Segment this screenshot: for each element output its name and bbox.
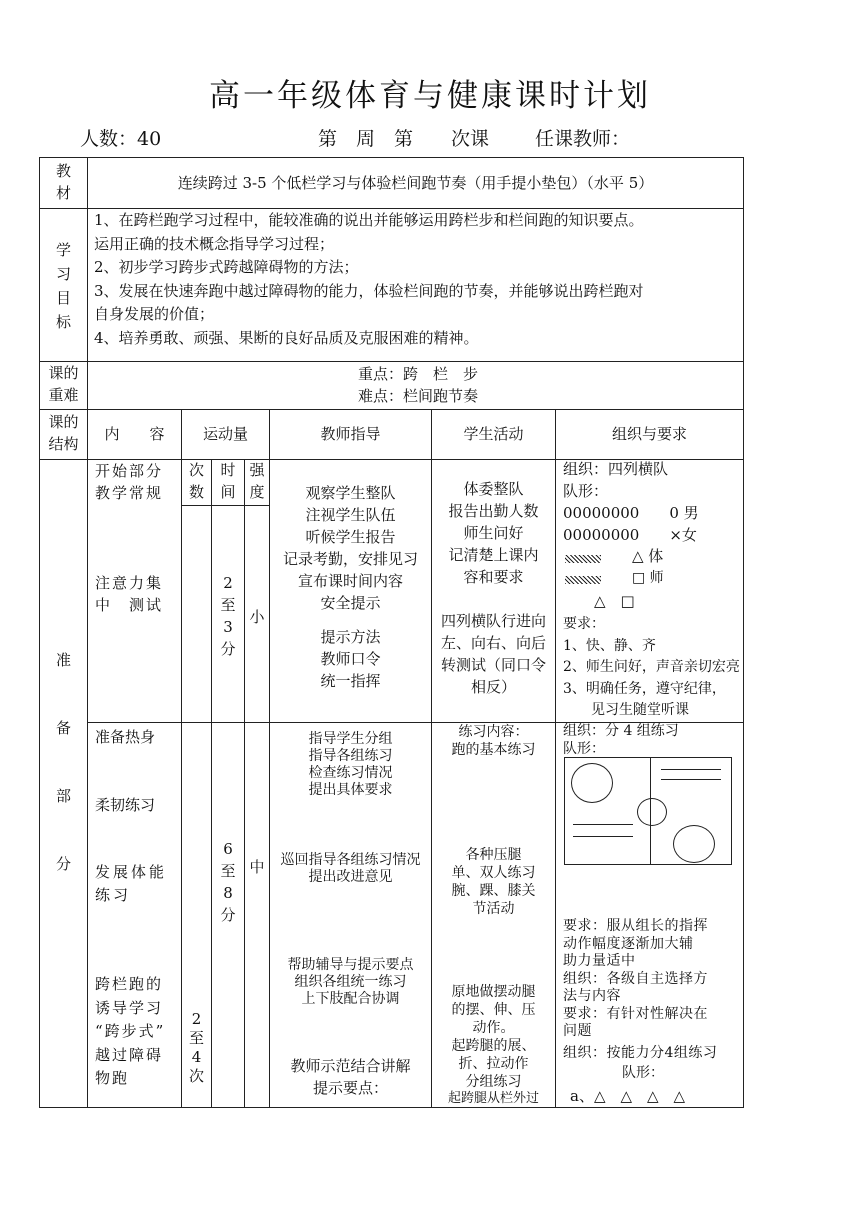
part2-time: 6 至 8 分 [220,840,236,924]
student-count: 人数：40 [80,128,162,150]
part2-content-hurdle: 跨栏跑的 诱导学习 “跨步式” 越过障碍 物跑 [95,975,166,1087]
part2-intensity: 中 [249,858,265,876]
part1-teacher: 观察学生整队 注视学生队伍 听候学生报告 记录考勤，安排见习 宣布课时间内容 安全提示 提示方法 教师口令 统一指挥 [282,484,418,690]
part2-org-c: 队形： [622,1065,664,1081]
col-content: 内 容 [104,425,165,443]
part2-student-b: 各种压腿 单、双人练习 腕、踝、膝关 节活动 [451,847,536,917]
structure-label: 课的 结构 [48,413,79,453]
part2-content-warmup: 准备热身 [95,728,156,746]
hatched-row-icon [565,576,601,584]
difficulty-point: 难点：栏间跑节奏 [358,387,479,405]
part2-teacher-b: 巡回指导各组练习情况 提出改进意见 [280,852,421,885]
part1-intensity: 小 [249,608,265,626]
col-teacher: 教师指导 [320,425,381,443]
part2-student-a: 练习内容： 跑的基本练习 [451,724,536,758]
prep-section-label: 准 备 部 分 [55,651,71,873]
part2-content-flex: 柔韧练习 [95,796,156,814]
key-point: 重点：跨 栏 步 [358,365,479,383]
part1-content-b: 注意力集 中 测试 [95,574,164,614]
part2-times: 2 至 4 次 [188,1010,204,1085]
load-times-header: 次 数 [188,461,204,501]
objective-line: 自身发展的价值； [94,305,215,323]
page-title: 高一年级体育与健康课时计划 [209,78,651,114]
objective-line: 2、初步学习跨步式跨越障碍物的方法； [94,258,359,276]
part1-requirements: 要求： 1、快、静、齐 2、师生问好，声音亲切宏亮 3、明确任务，遵守纪律， 见习生随堂听课 [563,616,740,718]
group-circle-icon [637,798,667,826]
part2-teacher-a: 指导学生分组 指导各组练习 检查练习情况 提出具体要求 [308,731,393,798]
col-load: 运动量 [202,425,248,443]
part2-org-b: 要求：服从组长的指挥 动作幅度逐渐加大辅 助力量适中 组织：各级自主选择方 法与内容 要求：有针对性解决在 问题 组织：按能力分4组练习 [563,918,718,1061]
material-label: 教 材 [55,162,71,202]
part2-org-d: a、△ △ △ △ [570,1087,686,1105]
load-time-header: 时 间 [220,461,236,501]
part1-org: 组织：四列横队 队形： 00000000 0 男 00000000 ×女 [563,460,699,544]
week-lesson: 第 周 第 次课 [318,128,490,150]
part1-content-a: 开始部分 教学常规 [95,462,164,502]
objective-line: 1、在跨栏跑学习过程中，能较准确的说出并能够运用跨栏步和栏间跑的知识要点。 [94,211,644,229]
hatched-row-icon [565,555,601,563]
part2-org-a: 组织：分 4 组练习 队形： [563,723,679,757]
formation-row: 00000000 ×女 [563,526,697,544]
material-text: 连续跨过 3-5 个低栏学习与体验栏间跑节奏（用手提小垫包）（水平 5） [177,174,654,192]
objectives-label: 学 习 目 标 [55,241,71,331]
part1-time: 2 至 3 分 [220,574,236,658]
formation-row: 00000000 0 男 [563,504,699,522]
objectives-text [94,209,742,350]
formation-diagram [564,757,732,865]
part2-content-fitness: 发展体能 练习 [95,863,168,904]
group-circle-icon [571,763,613,803]
symbol-positions: △ □ [594,592,635,610]
symbol-teacher: □ 师 [632,570,664,586]
objective-line: 4、培养勇敢、顽强、果断的良好品质及克服困难的精神。 [94,328,479,347]
group-circle-icon [673,825,715,863]
key-points-label: 课的 重难 [48,364,79,404]
teacher-field: 任课教师： [535,128,631,150]
part2-teacher-d: 教师示范结合讲解 提示要点： [290,1057,411,1097]
part1-student: 体委整队 报告出勤人数 师生问好 记清楚上课内 容和要求 四列横队行进向 左、向右、向后 转测试（同口令 相反） [440,480,546,696]
objective-line: 3、发展在快速奔跑中越过障碍物的能力，体验栏间跑的节奏，并能够说出跨栏跑对 [94,281,644,300]
load-intensity-header: 强 度 [249,461,265,501]
part2-student-c: 原地做摆动腿 的摆、伸、压 动作。 起跨腿的展、 折、拉动作 分组练习 起跨腿从栏外过 [447,984,539,1106]
symbol-committee: △ 体 [632,547,664,565]
objective-line: 运用正确的技术概念指导学习过程； [94,234,335,253]
col-org: 组织与要求 [611,425,687,443]
part2-teacher-c: 帮助辅导与提示要点 组织各组统一练习 上下肢配合协调 [287,957,414,1007]
col-student: 学生活动 [463,425,524,443]
